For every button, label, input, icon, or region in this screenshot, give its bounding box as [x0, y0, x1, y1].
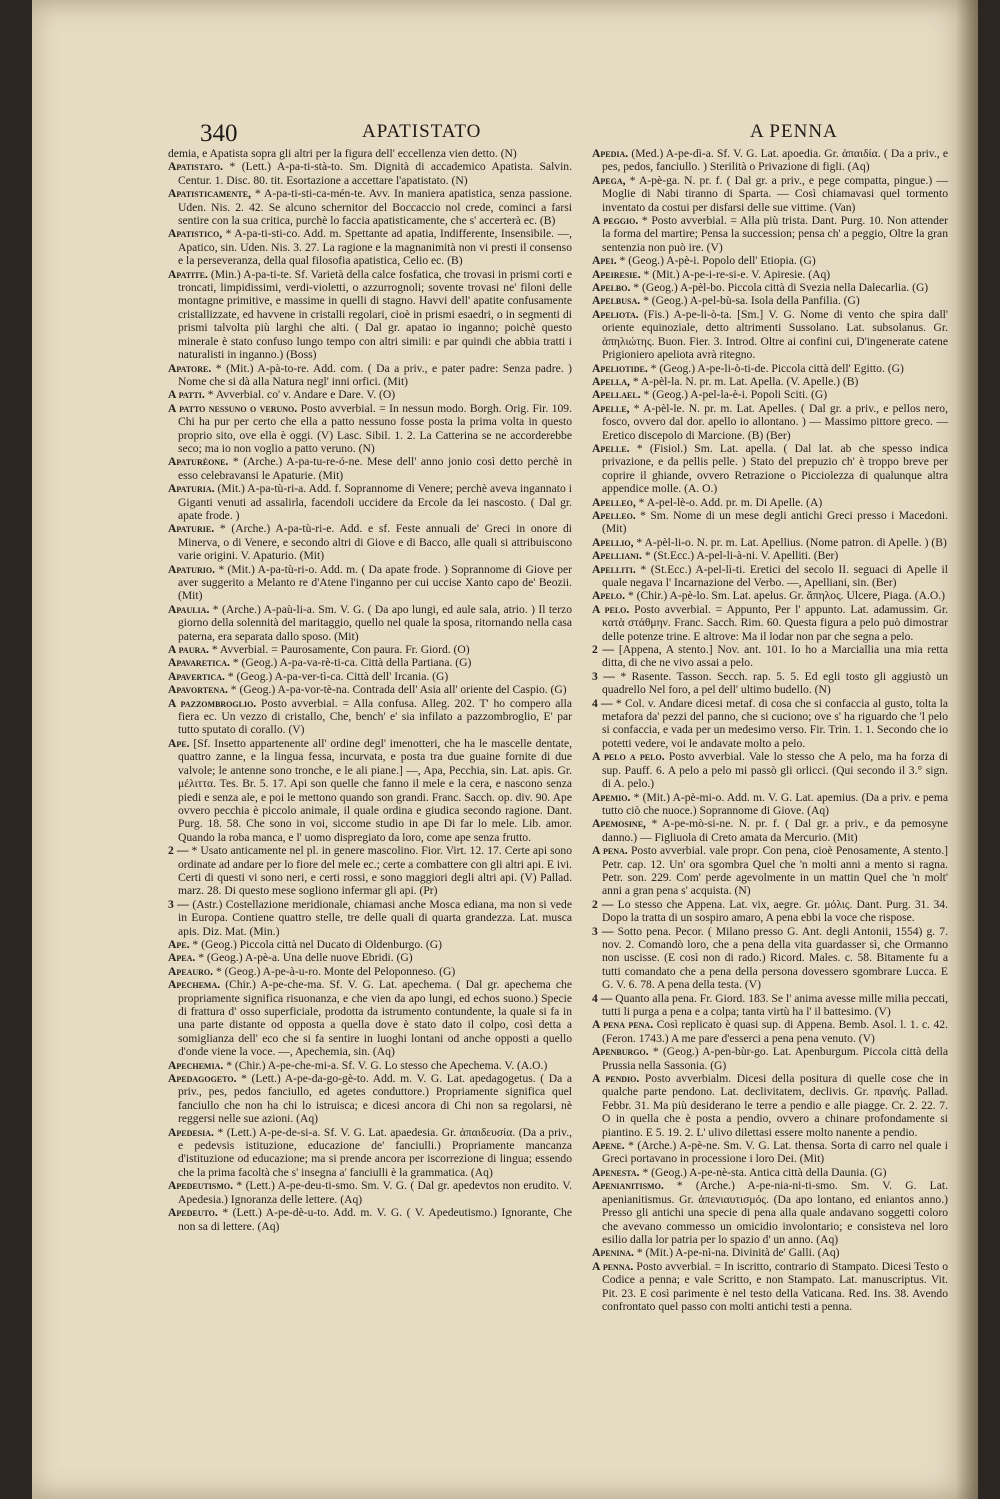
entry-text: * (Geog.) A-pa-vor-tè-na. Contrada dell' Asia all' oriente del Caspio. (G): [230, 683, 567, 697]
entry-text: * (Arche.) A-pa-tu-re-ó-ne. Mese dell' anno jonio così detto perchè in esso celebravansi le Apaturie. (Mit): [178, 455, 572, 482]
entry-headword: Apaturio.: [168, 562, 215, 576]
entry-text: Quanto alla pena. Fr. Giord. 183. Se l' anima avesse mille milia peccati, tutti li purga a pena e a colpa; tanta virtù ha l' il battesimo. (V): [602, 991, 948, 1018]
entry-headword: 2 —: [592, 643, 615, 657]
entry-headword: A pena pena.: [592, 1018, 654, 1032]
entry-headword: Apea.: [168, 951, 196, 965]
entry-headword: Apenina.: [592, 1246, 634, 1260]
entry-headword: Apelle,: [592, 401, 630, 415]
entry-text: * (Lett.) A-pe-da-go-gè-to. Add. m. V. G. Lat. apedagogetus. ( Da a priv., pes, pedos fanciullo, ed agetes conduttore.) Propriamente significa quel fanciullo che non ha chi lo istruisca; e dicesi ancora di Chi non sa regolarsi, nè reggersi nelle sue azioni. (Aq): [178, 1072, 572, 1126]
right-column: [592, 147, 948, 1465]
entry-headword: Apenianitismo.: [592, 1179, 664, 1193]
entry-headword: 3 —: [592, 669, 615, 683]
entry-headword: A pelo a pelo.: [592, 750, 665, 764]
dictionary-entry: [592, 1045, 948, 1072]
dictionary-entry: [592, 536, 948, 549]
entry-headword: Ape.: [168, 937, 190, 951]
dictionary-entry: [168, 965, 572, 978]
entry-text: * (Geog.) A-pa-ver-tì-ca. Città dell' Ircania. (G): [227, 669, 449, 683]
dictionary-entry: [592, 925, 948, 992]
dictionary-entry: [168, 455, 572, 482]
entry-headword: A peggio.: [592, 214, 639, 228]
entry-headword: Apega,: [592, 173, 626, 187]
entry-headword: 3 —: [168, 897, 189, 911]
left-running-head: APATISTATO: [362, 121, 482, 142]
entry-text: * (Chir.) A-pe-che-mi-a. Sf. V. G. Lo stesso che Apechema. V. (A.O.): [226, 1058, 548, 1072]
entry-headword: Apeliota.: [592, 307, 639, 321]
entry-text: * A-pel-lè-o. Add. pr. m. Di Apelle. (A): [638, 495, 823, 509]
entry-headword: Apaturèone.: [168, 455, 229, 469]
entry-headword: A paura.: [168, 643, 209, 657]
entry-headword: 3 —: [592, 924, 614, 938]
entry-headword: Apedagogeto.: [168, 1072, 237, 1086]
dictionary-entry: [168, 1126, 572, 1180]
dictionary-entry: [592, 174, 948, 214]
entry-text: * (Geog.) A-pel-la-è-i. Popoli Sciti. (G): [643, 388, 828, 402]
entry-text: * A-pa-ti-sti-co. Add. m. Spettante ad apatia, Indifferente, Insensibile. —, Apatico, sin. Uden. Nis. 3. 27. La ragione e la magnanimità non vi presti il consenso e la perseveranza, della qual filosofia apatistica, Celio ec. (B): [178, 227, 572, 268]
entry-text: * (Lett.) A-pe-de-si-a. Sf. V. G. Lat. apaedesia. Gr. ἀπαιδευσία. (Da a priv., e pedevsis istituzione, educazione de' fanciulli.) Propriamente mancanza d'istituzione od educazione; ma si prende ancora per iscorrezione di lingua; essendo che la prima facoltà che s' insegna a' fanciulli è la grammatica. (Aq): [178, 1125, 572, 1179]
entry-headword: Apatistico,: [168, 227, 223, 241]
dictionary-entry: [592, 1018, 948, 1045]
entry-text: Posto avverbialm. Dicesi della positura di quelle cose che in qualche parte pendono. Lat. declivitatem, declivis. Gr. πρανής. Pallad. Febbr. 31. Ma più desiderano le terre a pendio e alle piagge. Cr. 2. 22. 7. O in quella che è posta a pendio, ovvero a chinare profondamente si piantino. E 5. 19. 2. L' ulivo dilettasi essere molto nanente a pendio.: [602, 1072, 948, 1139]
entry-text: * Sm. Nome di un mese degli antichi Greci presso i Macedoni. (Mit): [602, 508, 948, 536]
entry-text: * (Geog.) A-pen-bùr-go. Lat. Apenburgum. Piccola città della Prussia nella Sassonia. (G): [602, 1045, 948, 1072]
entry-text: * A-pa-ti-sti-ca-mén-te. Avv. In maniera apatistica, senza passione. Uden. Nis. 2. 42. Se alcuno schernitor del Boccaccio nol crede, cominci a farsi sentire con la sua critica, purchè lo faccia apatisticamente, che s' accerterà ec. (B): [178, 187, 572, 228]
dictionary-entry: [168, 656, 572, 669]
entry-text: * (Geog.) A-pel-bù-sa. Isola della Panfilia. (G): [643, 294, 860, 308]
entry-headword: Apenburgo.: [592, 1045, 649, 1059]
entry-headword: Apaulia.: [168, 602, 210, 616]
dictionary-entry: [592, 294, 948, 307]
entry-text: Sotto pena. Pecor. ( Milano presso G. Ant. degli Antonii, 1554) g. 7. nov. 2. Comandò loro, che a pena della vita guardasser sì, che Ormanno non uscisse. (E così non di rado.) Ricord. Males. c. 58. Bitamente fu a tutti comandato che a pena della persona dovessero sgombrare Lucca. E G. V. 6. 78. A pena della testa. (V): [602, 924, 948, 992]
entry-headword: Apedesia.: [168, 1125, 214, 1139]
entry-text: * (Mit.) A-pe-nì-na. Divinità de' Galli. (Aq): [636, 1246, 840, 1260]
entry-headword: Apechema.: [168, 978, 221, 992]
dictionary-entry: [168, 227, 572, 267]
dictionary-entry: [592, 1179, 948, 1246]
dictionary-entry: [168, 388, 572, 401]
dictionary-entry: [168, 563, 572, 603]
dictionary-entry: [168, 1206, 572, 1233]
entry-text: * (Lett.) A-pe-deu-ti-smo. Sm. V. G. ( Dal gr. apedevtos non erudito. V. Apedesia.) Ignoranza delle lettere. (Aq): [178, 1179, 572, 1206]
entry-text: * Rasente. Tasson. Secch. rap. 5. 5. Ed egli tosto gli aggiustò un quadrello Nel foro, a pel dell' ultimo budello. (N): [602, 669, 948, 697]
right-running-head: A PENNA: [750, 121, 838, 142]
entry-headword: Apenesta.: [592, 1165, 640, 1179]
entry-text: * (Arche.) A-pa-tù-ri-e. Add. e sf. Feste annuali de' Greci in onore di Minerva, o di Venere, e secondo altri di Giove e di Bacco, alle quali si attribuiscono varie origini. V. Apaturio. (Mit): [178, 522, 572, 563]
entry-headword: Apatite.: [168, 267, 208, 281]
entry-headword: Apedeutismo.: [168, 1179, 234, 1193]
entry-text: * (Chir.) A-pè-lo. Sm. Lat. apelus. Gr. ἄπηλος. Ulcere, Piaga. (A.O.): [627, 589, 945, 603]
dictionary-entry: [592, 1246, 948, 1259]
entry-text: * (Mit.) A-pa-tù-ri-o. Add. m. ( Da apate frode. ) Soprannome di Giove per aver suggerito a Melanto re d'Atene l'inganno per cui uccise Xanto capo de' Beozii. (Mit): [178, 562, 572, 603]
dictionary-entry: [592, 1072, 948, 1139]
entry-text: * A-pèl-le. N. pr. m. Lat. Apelles. ( Dal gr. a priv., e pellos nero, fosco, ovvero dal dor. apello io allontano. ) — Massimo pittore greco. — Eretico discepolo di Marcione. (B) (Ber): [602, 401, 948, 442]
entry-headword: Apedeuto.: [168, 1206, 218, 1220]
dictionary-entry: [592, 442, 948, 496]
entry-headword: 4 —: [592, 696, 613, 710]
entry-text: * Avverbial. co' v. Andare e Dare. V. (O): [207, 388, 396, 402]
entry-text: Posto avverbial. = Alla confusa. Alleg. 202. T' ho compero alla fiera ec. Un vezzo di cristallo, Che, bench' e' sia infilato a pazzombroglio, E' par tutto sputato di corallo. (V): [178, 696, 572, 737]
entry-headword: Ape.: [168, 736, 190, 750]
entry-headword: Apellael.: [592, 388, 641, 402]
entry-text: * Usato anticamente nel pl. in genere mascolino. Fior. Virt. 12. 17. Certe api sono ordinate ad andare per lo fiore del mele ec.; certe a combattere con gli altri api. E ivi. Certi di questi vi sono neri, e certi rossi, e sono maggiori degli altri api. (V) Pallad. marz. 28. Di questo mese sogliono infermar gli api. (Pr): [178, 844, 572, 898]
dictionary-entry: [592, 214, 948, 254]
entry-headword: A patti.: [168, 388, 205, 402]
entry-headword: Apemosine,: [592, 817, 646, 831]
dictionary-entry: [592, 844, 948, 898]
left-column: [168, 147, 572, 1465]
entry-headword: Apatistato.: [168, 160, 223, 174]
dictionary-entry: [592, 603, 948, 643]
dictionary-entry: [592, 549, 948, 562]
entry-text: * (Mit.) A-pe-i-re-si-e. V. Apiresie. (Aq): [643, 267, 831, 281]
dictionary-entry: [168, 938, 572, 951]
entry-headword: 2 —: [592, 897, 614, 911]
dictionary-entry: [168, 482, 572, 522]
entry-headword: Apeauro.: [168, 964, 214, 978]
dictionary-entry: [168, 737, 572, 844]
entry-text: Posto avverbial. Vale lo stesso che A pelo, ma ha forza di sup. Pauff. 6. A pelo a pelo mi passò gli orlicci. (Qui secondo il 3.° sign. di A. pelo.): [602, 750, 948, 791]
dictionary-entry: [592, 750, 948, 790]
entry-text: * (Lett.) A-pe-dè-u-to. Add. m. V. G. ( V. Apedeutismo.) Ignorante, Che non sa di lettere. (Aq): [178, 1206, 572, 1233]
page-number: 340: [200, 120, 238, 147]
entry-text: * (Geog.) A-pa-va-rè-ti-ca. Città della Partiana. (G): [232, 656, 472, 670]
entry-headword: Apelleo.: [592, 508, 636, 522]
dictionary-entry: [592, 992, 948, 1019]
entry-text: * Avverbial. = Paurosamente, Con paura. Fr. Giord. (O): [211, 643, 470, 657]
dictionary-entry: [592, 791, 948, 818]
dictionary-entry: [168, 603, 572, 643]
entry-headword: 2 —: [168, 844, 189, 858]
dictionary-entry: [592, 643, 948, 670]
entry-headword: Apella,: [592, 374, 630, 388]
dictionary-entry: [168, 268, 572, 362]
dictionary-entry: [592, 147, 948, 174]
dictionary-entry: [592, 375, 948, 388]
entry-text: * (Lett.) A-pa-ti-stà-to. Sm. Dignità di accademico Apatista. Salvin. Centur. 1. Disc. 80. tit. Esortazione a accettare l'apatistato. (N): [178, 160, 572, 187]
entry-text: * (Geog.) A-pè-a. Una delle nuove Ebridi. (G): [198, 951, 413, 965]
entry-text: * (Geog.) A-pè-i. Popolo dell' Etiopia. (G): [619, 254, 816, 268]
entry-headword: Apavaretica.: [168, 656, 230, 670]
entry-text: * A-pèl-li-o. N. pr. m. Lat. Apellius. (Nome patron. di Apelle. ) (B): [636, 535, 947, 549]
entry-headword: Apellio,: [592, 535, 634, 549]
entry-text: Posto avverbial. = In nessun modo. Borgh. Orig. Fir. 109. Chi ha pur per certo che ella a patto nessuno fosse posta la prima volta in questo proprio sito, ove ella è oggi. (V) Lasc. Sibil. 1. 2. La Catterina se ne accorderebbe seco; ma io non voglio a patto veruno. (N): [178, 401, 572, 455]
dictionary-entry: [592, 670, 948, 697]
entry-headword: Apelliti.: [592, 562, 636, 576]
entry-text: Posto avverbial. vale propr. Con pena, cioè Penosamente, A stento.] Petr. cap. 12. Un' ora sgombra Quel che 'n molti anni a mento si ragna. Petr. son. 229. Com' perde agevolmente in un mattin Quel che 'n molt' anni a gran pena s' acquista. (N): [602, 844, 948, 898]
dictionary-entry: [592, 589, 948, 602]
dictionary-entry: [168, 1072, 572, 1126]
entry-text: * (Geog.) A-pe-à-u-ro. Monte del Peloponneso. (G): [215, 964, 456, 978]
dictionary-entry: [592, 254, 948, 267]
entry-headword: Apelo.: [592, 589, 626, 603]
entry-text: * A-pè-ga. N. pr. f. ( Dal gr. a priv., e pege compatta, pingue.) — Moglie di Nabi tiranno di Sparta. — Così chiamavasi quel tormento inventato da costui per disfarsi delle sue vittime. (Van): [602, 173, 948, 214]
entry-text: (Astr.) Costellazione meridionale, chiamasi anche Mosca ediana, ma non si vede in Europa. Contiene quattro stelle, tre delle quali di quarta grandezza. Lat. musca apis. Diz. Mat. (Min.): [178, 897, 572, 938]
entry-headword: Apeiresie.: [592, 267, 641, 281]
entry-headword: A pazzombroglio.: [168, 696, 257, 710]
entry-headword: Apaturia.: [168, 482, 215, 496]
entry-headword: Apelle.: [592, 441, 630, 455]
dictionary-entry: [168, 160, 572, 187]
entry-headword: Apatore.: [168, 361, 212, 375]
page-edge-shadow: [956, 0, 978, 1499]
dictionary-entry: [592, 563, 948, 590]
entry-headword: Apechemia.: [168, 1058, 224, 1072]
entry-headword: Apaturie.: [168, 522, 215, 536]
entry-headword: A penna.: [592, 1259, 634, 1273]
entry-text: (Fis.) A-pe-li-ò-ta. [Sm.] V. G. Nome di vento che spira dall' oriente equinoziale, detto altrimenti Sussolano. Lat. subsolanus. Gr. ἀπηλιώτης. Buon. Fier. 3. Introd. Oltre ai confini cui, D'ingenerate catene Prigioniero apeliota avrà ritegno.: [602, 307, 948, 362]
dictionary-entry: [168, 951, 572, 964]
entry-text: * (Arche.) A-pè-ne. Sm. V. G. Lat. thensa. Sorta di carro nel quale i Greci portavano in processione i loro Dei. (Mit): [602, 1139, 948, 1166]
dictionary-entry: [168, 697, 572, 737]
entry-headword: A pendio.: [592, 1072, 640, 1086]
entry-text: * (Mit.) A-pà-to-re. Add. com. ( Da a priv., e pater padre: Senza padre. ) Nome che si dà alla Natura negl' inni orfici. (Mit): [178, 361, 572, 388]
entry-text: * (Geog.) A-pe-li-ò-ti-de. Piccola città dell' Egitto. (G): [650, 361, 904, 375]
entry-headword: Apedia.: [592, 147, 629, 160]
dictionary-entry: [168, 643, 572, 656]
entry-headword: Apene.: [592, 1139, 625, 1153]
dictionary-entry: [592, 281, 948, 294]
entry-text: [Appena, A stento.] Nov. ant. 101. Io ho a Marciallia una mia retta ditta, di che ne vivo assai a pelo.: [602, 643, 948, 670]
entry-text: (Chir.) A-pe-che-ma. Sf. V. G. Lat. apechema. ( Dal gr. apechema che propriamente significa risuonanza, e che vien da apo lungi, ed echos suono.) Specie di frattura d' osso superficiale, prodotta da istrumento contundente, la quale si fa in una parte distante od opposta a quella dove è stato dato il colpo, così detta a somiglianza dell' eco che si fa sentire in luoghi lontani od anche opposti a quello d'onde viene la voce. —, Apechemia, sin. (Aq): [178, 978, 572, 1059]
entry-headword: A pena.: [592, 844, 628, 858]
dictionary-entry: [168, 670, 572, 683]
dictionary-entry: [168, 187, 572, 227]
dictionary-entry: [592, 362, 948, 375]
dictionary-entry: [592, 1166, 948, 1179]
entry-text: * (Arche.) A-paù-li-a. Sm. V. G. ( Da apo lungi, ed aule sala, atrio. ) Il terzo giorno della solennità del maritaggio, quello nel quale la sposa, ritornando nella casa paterna, era separata dallo sposo. (Mit): [178, 602, 572, 643]
dictionary-entry: [168, 898, 572, 938]
dictionary-entry: [168, 844, 572, 898]
entry-headword: Apeliotide.: [592, 361, 648, 375]
entry-headword: Apei.: [592, 254, 617, 268]
dictionary-entry: [168, 147, 572, 160]
dictionary-entry: [592, 697, 948, 751]
entry-text: * (Geog.) A-pèl-bo. Piccola città di Svezia nella Dalecarlia. (G): [633, 281, 929, 295]
entry-text: Posto avverbial. = In iscritto, contrario di Stampato. Dicesi Testo o Codice a penna; e vale Scritto, e non Stampato. Lat. manuscriptus. Vit. Pit. 23. E così parimente è nel testo della Vaticana. Red. Ins. 38. Avendo confrontato quel passo con molti antichi testi a penna.: [602, 1259, 948, 1313]
entry-text: * (Geog.) A-pe-nè-sta. Antica città della Daunia. (G): [642, 1165, 887, 1179]
entry-headword: Apemio.: [592, 790, 631, 804]
entry-text: * A-pe-mò-si-ne. N. pr. f. ( Dal gr. a priv., e da pemosyne danno.) — Figliuola di Creto amata da Mercurio. (Mit): [602, 817, 948, 844]
dictionary-entry: [592, 1139, 948, 1166]
entry-text: * (St.Ecc.) A-pel-lì-ti. Eretici del secolo II. seguaci di Apelle il quale negava l' Incarnazione del Verbo. —, Apelliani, sin. (Ber): [602, 562, 948, 589]
dictionary-entry: [592, 402, 948, 442]
entry-headword: A patto nessuno o veruno.: [168, 401, 298, 415]
entry-headword: Apavortena.: [168, 683, 228, 697]
dictionary-entry: [168, 978, 572, 1058]
dictionary-entry: [592, 388, 948, 401]
entry-headword: Apelleo,: [592, 495, 636, 509]
entry-headword: Apavertica.: [168, 669, 225, 683]
entry-text: (Mit.) A-pa-tù-ri-a. Add. f. Soprannome di Venere; perchè aveva ingannato i Giganti venuti ad assalirla, facendoli uccidere da Ercole da lei nascosto. ( Dal gr. apate frode. ): [178, 482, 572, 522]
dictionary-entry: [168, 402, 572, 456]
entry-text: * (Mit.) A-pè-mi-o. Add. m. V. G. Lat. apemius. (Da a priv. e pema tutto ciò che nuoce.) Soprannome di Giove. (Aq): [602, 790, 948, 817]
entry-text: * (St.Ecc.) A-pel-li-à-ni. V. Apelliti. (Ber): [644, 549, 839, 563]
dictionary-entry: [592, 308, 948, 362]
dictionary-entry: [592, 268, 948, 281]
entry-text: * A-pèl-la. N. pr. m. Lat. Apella. (V. Apelle.) (B): [632, 374, 859, 388]
entry-text: * Col. v. Andare dicesi metaf. di cosa che si confaccia al gusto, tolta la metafora da' pezzi del panno, che si cuciono; ove s' ha riguardo che 'l pelo si confaccia, e vada per un medesimo verso. Fir. Trin. 1. 1. Secondo che io potetti vedere, voi le andavate molto a pelo.: [602, 696, 948, 750]
dictionary-entry: [168, 522, 572, 562]
dictionary-entry: [168, 1059, 572, 1072]
entry-headword: Apelliani.: [592, 549, 642, 563]
entry-text: (Min.) A-pa-ti-te. Sf. Varietà della calce fosfatica, che trovasi in prismi corti e troncati, limpidissimi, verdi-violetti, o azzurrognoli; sovente trovasi ne' filoni delle montagne primitive, e massime in quelli di stagno. Havvi dell' apatite confusamente cristallizzate, ed havvene in cristalli regolari, cioè in prismi esaedri, o in segmenti di prismi talvolta più larghi che alti. ( Dal gr. apatao io inganno; poichè questo minerale è stato confuso lungo tempo con altri simili: e par quindi che abbia tratti i naturalisti in inganno.) (Boss): [178, 267, 572, 362]
entry-text: (Med.) A-pe-dì-a. Sf. V. G. Lat. apoedia. Gr. ἀπαιδία. ( Da a priv., e pes, pedos, fanciullo. ) Sterilità o Privazione di figli. (Aq): [602, 147, 948, 174]
entry-text: * (Arche.) A-pe-nia-ni-ti-smo. Sm. V. G. Lat. apenianitismus. Gr. ἀπενιαυτισμός. (Da apo lontano, ed eniantos anno.) Presso gli antichi una specie di pena alla quale andavano soggetti coloro che avevano commesso un omicidio involontario; e consisteva nel loro esilio dalla lor patria per lo spazio d' un anno. (Aq): [602, 1179, 948, 1246]
entry-text: * Posto avverbial. = Alla più trista. Dant. Purg. 10. Non attender la forma del martire; Pensa la succession; pensa ch' a peggio, Oltre la gran sentenzia non può ire. (V): [602, 214, 948, 254]
dictionary-entry: [168, 362, 572, 389]
dictionary-entry: [168, 683, 572, 696]
entry-headword: 4 —: [592, 991, 613, 1005]
entry-text: demia, e Apatista sopra gli altri per la figura dell' eccellenza vien detto. (N): [168, 147, 517, 160]
entry-text: * (Geog.) Piccola città nel Ducato di Oldenburgo. (G): [192, 937, 443, 951]
entry-headword: Apatisticamente,: [168, 187, 251, 201]
entry-text: Lo stesso che Appena. Lat. vix, aegre. Gr. μόλις. Dant. Purg. 31. 34. Dopo la tratta di un sospiro amaro, A pena ebbi la voce che rispose.: [602, 897, 948, 925]
entry-text: Posto avverbial. = Appunto, Per l' appunto. Lat. adamussim. Gr. κατὰ στάθμην. Franc. Sacch. Rim. 60. Questa figura a pelo può dimostrar delle potenze trine. E altrove: Ma il lodar non par che segna a pelo.: [602, 602, 948, 643]
entry-headword: A pelo.: [592, 602, 630, 616]
dictionary-entry: [592, 898, 948, 925]
dictionary-entry: [592, 496, 948, 509]
dictionary-entry: [592, 509, 948, 536]
dictionary-entry: [592, 817, 948, 844]
entry-headword: Apelbusa.: [592, 294, 641, 308]
entry-text: Così replicato è quasi sup. di Appena. Bemb. Asol. l. 1. c. 42. (Feron. 1743.) A me pare d'esserci a pena pena venuto. (V): [602, 1018, 948, 1045]
dictionary-entry: [168, 1179, 572, 1206]
dictionary-entry: [592, 1260, 948, 1314]
entry-text: * (Fisiol.) Sm. Lat. apella. ( Dal lat. ab che spesso indica privazione, e da pellis pelle. ) Stato del prepuzio ch' è troppo breve per coprire il ghiande, ovvero Retrazione o Picciolezza di qualunque altra appendice molle. (A. O.): [602, 441, 948, 496]
entry-headword: Apelbo.: [592, 281, 631, 295]
entry-text: [Sf. Insetto appartenente all' ordine degl' imenotteri, che ha le mascelle dentate, quattro zanne, e la lingua fessa, incurvata, e posta tra due guaine fornite di due valvole; le antenne sono tronche, e le ali piane.] —, Apa, Pecchia, sin. Lat. apis. Gr. μέλιττα. Tes. Br. 5. 17. Api son quelle che fanno il mele e la cera, e nascono senza piedi e senza ale, e poi le mettono quando son grandi. Franc. Sacch. op. div. 90. Ape ovvero pecchia è piccolo animale, il quale ordina e giudica secondo ragione. Dant. Purg. 18. 58. Che sono in voi, siccome studio in ape Di far lo mele. Lib. amor. Quando la roba manca, e l' uomo dispregiato da loro, come ape senza frutto.: [178, 736, 572, 844]
